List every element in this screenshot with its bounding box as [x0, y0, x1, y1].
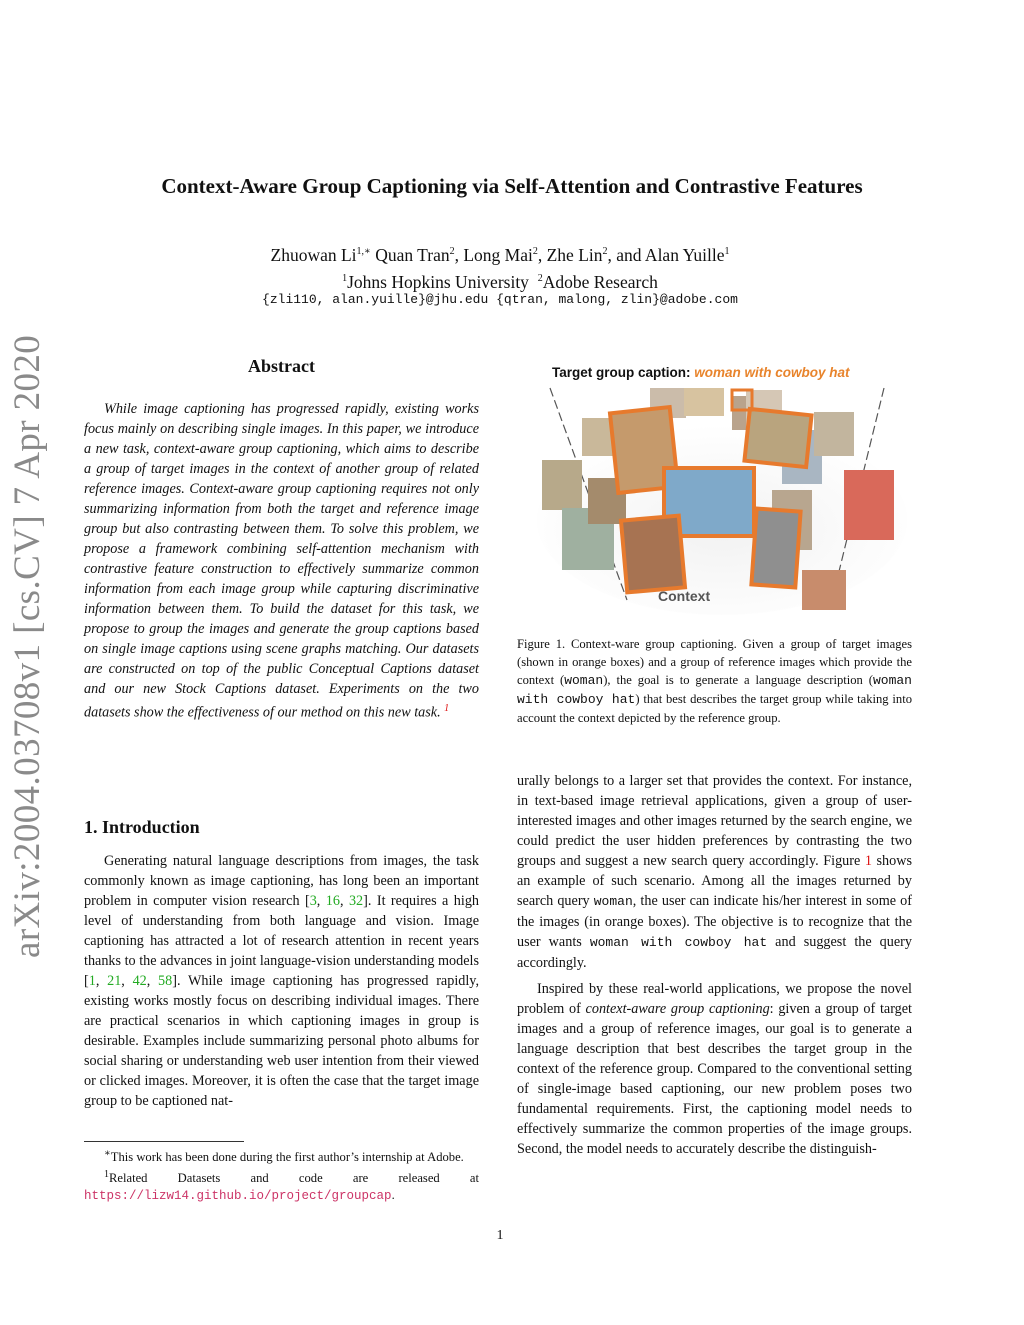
target-image	[744, 409, 811, 467]
footnote-rule	[84, 1141, 244, 1142]
page-number: 1	[496, 1228, 504, 1243]
figure-collage	[532, 360, 908, 620]
citation-link[interactable]: 58	[158, 973, 173, 989]
abstract-heading: Abstract	[248, 356, 315, 376]
project-url-link[interactable]: https://lizw14.github.io/project/groupcap	[84, 1189, 392, 1204]
footnote-2: $^1$Related Datasets and code are released at https://lizw14.github.io/project/groupcap.	[84, 1169, 479, 1204]
figure-1	[532, 360, 908, 620]
citation-link[interactable]: 42	[132, 973, 147, 989]
target-image	[621, 516, 685, 593]
citation-link[interactable]: 1	[88, 973, 96, 989]
citation-link[interactable]: 32	[348, 893, 364, 909]
figure-caption: Figure 1. Context-ware group captioning. Given a group of target images (shown in orange boxes) and a group of reference images which provide the context (woman), the goal is to generate a language description (woman with cowboy hat) that best describes the target group while taking into account the context depicted by the reference group.	[517, 637, 912, 725]
intro-paragraph: Generating natural language descriptions from images, the task commonly known as image captioning, has long been an important problem in computer vision research [3, 16, 32]. It requires a high level of understanding from both language and vision. Image captioning has attracted a lot of research attention in recent years thanks to the advances in joint language-vision understanding models [1, 21, 42, 58]. While image captioning has progressed rapidly, existing works mostly focus on describing individual images. There are practical scenarios in which captioning images in group is desirable. Examples include summarizing personal photo albums for social sharing or understanding web user intention from their viewed or clicked images. Moreover, it is often the case that the target image group to be captioned nat-	[84, 853, 480, 1109]
reference-image	[802, 570, 846, 610]
intro-heading: 1. Introduction	[84, 817, 200, 837]
arxiv-stamp: arXiv:2004.03708v1 [cs.CV] 7 Apr 2020	[7, 334, 48, 958]
footnote-ref[interactable]: 1	[444, 703, 450, 714]
citation-link[interactable]: 3	[309, 893, 317, 909]
context-label: Context	[658, 588, 711, 604]
reference-image	[814, 412, 854, 456]
reference-image	[542, 460, 582, 510]
author-emails: {zli110, alan.yuille}@jhu.edu {qtran, malong, zlin}@adobe.com	[262, 292, 738, 307]
paragraph-continuation: urally belongs to a larger set that provides the context. For instance, in text-based image retrieval applications, given a group of user-interested images and other images returned by the search engine, we could predict the user hidden preferences by contrasting the two groups and suggest a new search query accordingly. Figure 1 shows an example of such scenario. Among all the images returned by search query woman, the user can indicate his/her interest in some of the images (in orange boxes). The objective is to recognize that the user wants woman with cowboy hat and suggest the query accordingly.	[517, 773, 912, 971]
affiliations: $^1$Johns Hopkins University $^2$Adobe Research	[342, 271, 658, 292]
target-image	[751, 509, 800, 588]
abstract-text: While image captioning has progressed rapidly, existing works focus mainly on describing single images. In this paper, we introduce a new task, context-aware group captioning, which aims to describe a group of target images in the context of another group of related reference images. Context-aware group captioning requires not only summarizing information from both the target and reference image group but also contrasting between them. To solve this problem, we propose a framework combining self-attention mechanism with contrastive feature construction to effectively summarize common information from each image group while capturing discriminative information between them. To build the dataset for this task, we propose to group the images and generate the group captions based on single image captions using scene graphs matching. Our datasets are constructed on top of the public Conceptual Captions dataset and our new Stock Captions dataset. Experiments on the two datasets show the effectiveness of our method on this new task. $^1$	[84, 401, 479, 721]
paper-title: Context-Aware Group Captioning via Self-Attention and Contrastive Features	[161, 174, 863, 198]
figure-title: Target group caption: woman with cowboy hat	[552, 365, 850, 380]
citation-link[interactable]: 16	[325, 893, 340, 909]
footnotes	[84, 1145, 479, 1205]
figure-reference-link[interactable]: 1	[864, 853, 872, 869]
author-list: Zhuowan $Li^{1,∗}$ Quan Tran$^2$, Long Mai$^2$, Zhe Lin$^2$, and Alan Yuille$^1$	[270, 244, 730, 265]
reference-image	[684, 388, 724, 416]
footnote-1: ∗This work has been done during the first author’s internship at Adobe.	[104, 1148, 464, 1165]
reference-image	[844, 470, 894, 540]
paragraph-problem: Inspired by these real-world applications, we propose the novel problem of context-aware group captioning: given a group of target images and a group of reference images, our goal is to generate a language description that best describes the target group in the context of the reference group. Compared to the conventional setting of single-image based captioning, our new problem poses two fundamental requirements. First, the captioning model needs to effectively summarize the common properties of the image groups. Second, the model needs to accurately describe the distinguish-	[517, 981, 912, 1157]
authors-block	[0, 240, 1000, 294]
citation-link[interactable]: 21	[107, 973, 122, 989]
right-column-text	[517, 771, 912, 1159]
